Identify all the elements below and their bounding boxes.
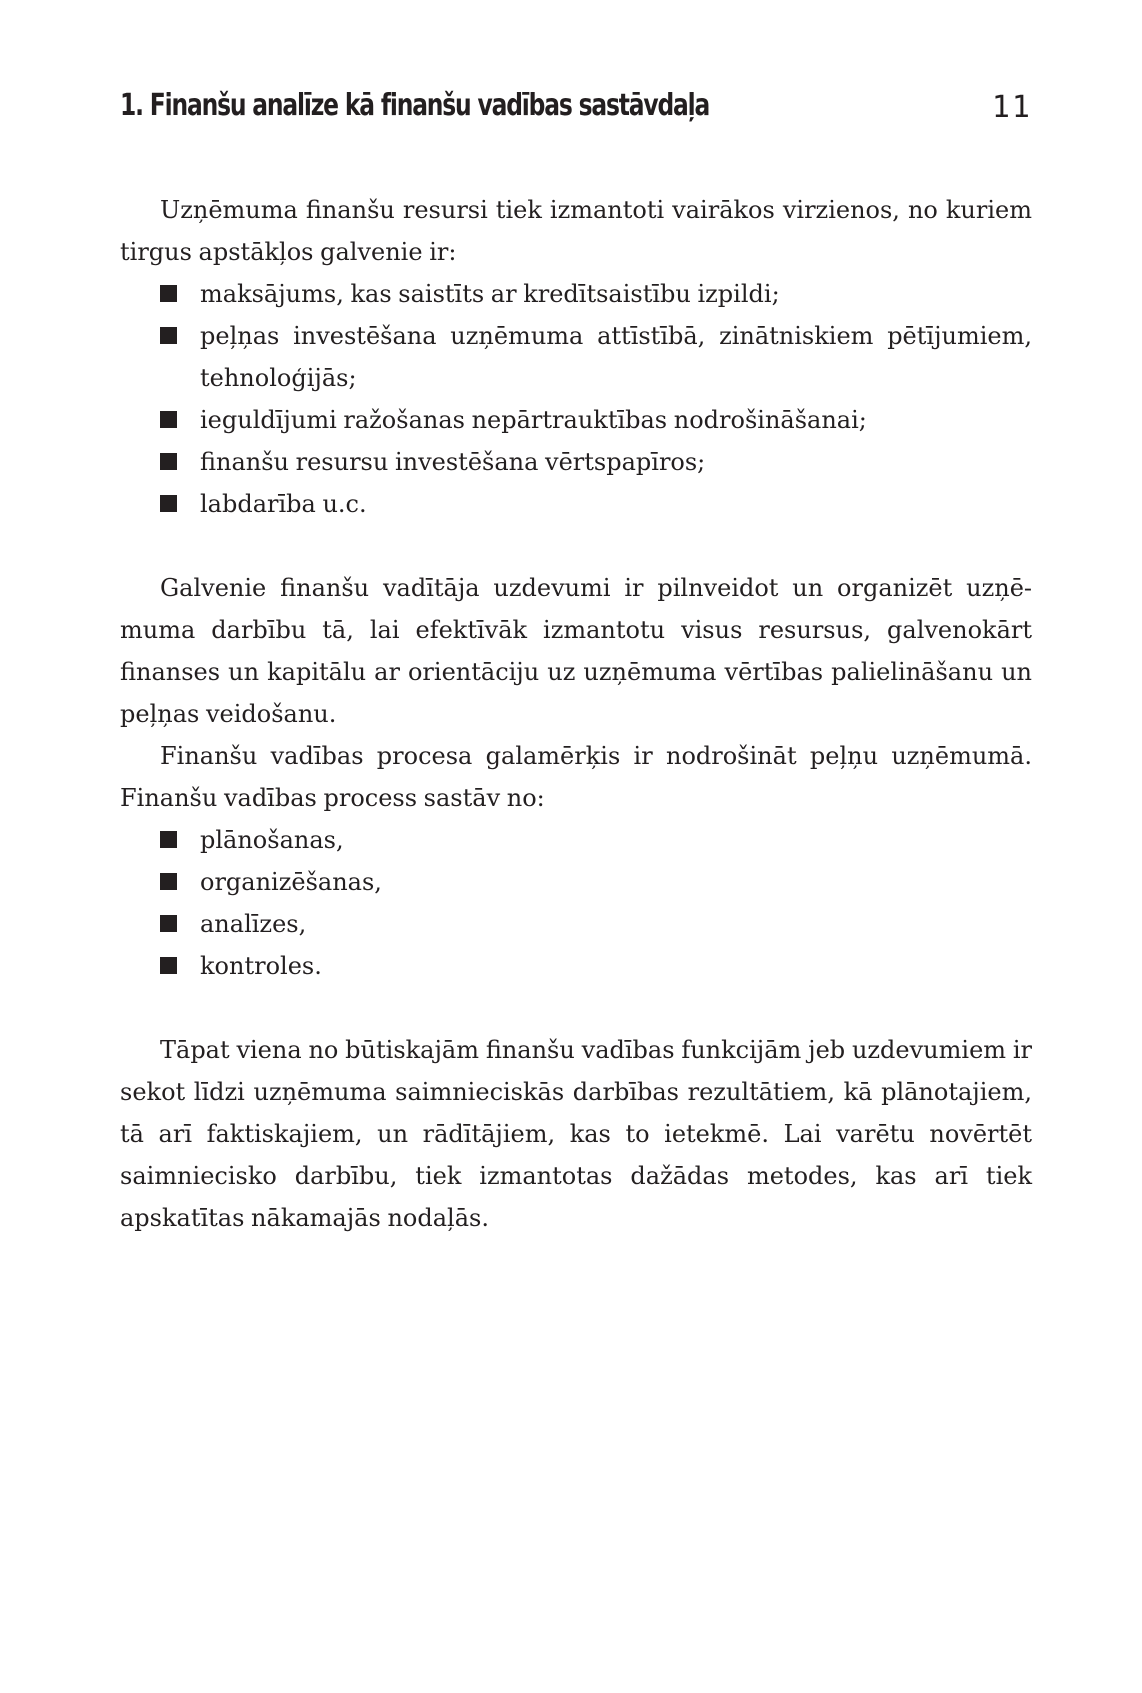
list-item-text: peļņas investēšana uzņēmuma attīstībā, zinātniskiem pētījumiem, tehnoloģijās; bbox=[200, 322, 1032, 392]
paragraph: Uzņēmuma finanšu resursi tiek izmantoti vairākos virzienos, no kuriem tirgus apstākļos galvenie ir: bbox=[120, 196, 1032, 266]
paragraph: Galvenie finanšu vadītāja uzdevumi ir pilnveidot un organizēt uzņēmuma darbību tā, lai efektīvāk izmantotu visus resursus, galvenokārt finanses un kapitālu ar orientāciju uz uzņēmuma vērtības palielināšanu un peļņas veidošanu. bbox=[120, 574, 1032, 728]
square-bullet-icon bbox=[160, 285, 177, 302]
square-bullet-icon bbox=[160, 831, 177, 848]
square-bullet-icon bbox=[160, 327, 177, 344]
list-item bbox=[120, 441, 1032, 483]
list-item bbox=[120, 903, 1032, 945]
list-item-text: analīzes, bbox=[200, 910, 307, 938]
list-item bbox=[120, 399, 1032, 441]
list-item bbox=[120, 819, 1032, 861]
running-header bbox=[120, 88, 1032, 138]
list-item bbox=[120, 861, 1032, 903]
list-item-text: maksājums, kas saistīts ar kredītsaistību izpildi; bbox=[200, 280, 780, 308]
list-item bbox=[120, 945, 1032, 987]
square-bullet-icon bbox=[160, 957, 177, 974]
square-bullet-icon bbox=[160, 411, 177, 428]
square-bullet-icon bbox=[160, 453, 177, 470]
list-item-text: plānošanas, bbox=[200, 826, 344, 854]
paragraph: Tāpat viena no būtiskajām finanšu vadības funkcijām jeb uzdevumiem ir sekot līdzi uzņēmuma saimnieciskās darbības rezultātiem, kā plānotajiem, tā arī faktiskajiem, un rādītājiem, kas to ietekmē. Lai varētu novērtēt saimniecisko darbību, tiek izmantotas dažādas metodes, kas arī tiek apskatītas nākamajās nodaļās. bbox=[120, 1036, 1032, 1232]
list-item-text: organizēšanas, bbox=[200, 868, 382, 896]
list-item-text: ieguldījumi ražošanas nepārtrauktības nodrošināšanai; bbox=[200, 406, 867, 434]
page-number: 11 bbox=[991, 90, 1032, 125]
chapter-title: 1. Finanšu analīze kā finanšu vadības sastāvdaļa bbox=[120, 88, 710, 123]
list-item bbox=[120, 315, 1032, 399]
square-bullet-icon bbox=[160, 495, 177, 512]
square-bullet-icon bbox=[160, 915, 177, 932]
square-bullet-icon bbox=[160, 873, 177, 890]
paragraph: Finanšu vadības procesa galamērķis ir nodrošināt peļņu uzņēmumā. Finanšu vadības process sastāv no: bbox=[120, 742, 1032, 812]
list-item-text: finanšu resursu investēšana vērtspapīros; bbox=[200, 448, 706, 476]
list-item-text: labdarība u.c. bbox=[200, 490, 367, 518]
list-item-text: kontroles. bbox=[200, 952, 322, 980]
list-item bbox=[120, 273, 1032, 315]
list-item bbox=[120, 483, 1032, 525]
page-body bbox=[120, 189, 1032, 1239]
bullet-list bbox=[120, 819, 1032, 987]
bullet-list bbox=[120, 273, 1032, 525]
